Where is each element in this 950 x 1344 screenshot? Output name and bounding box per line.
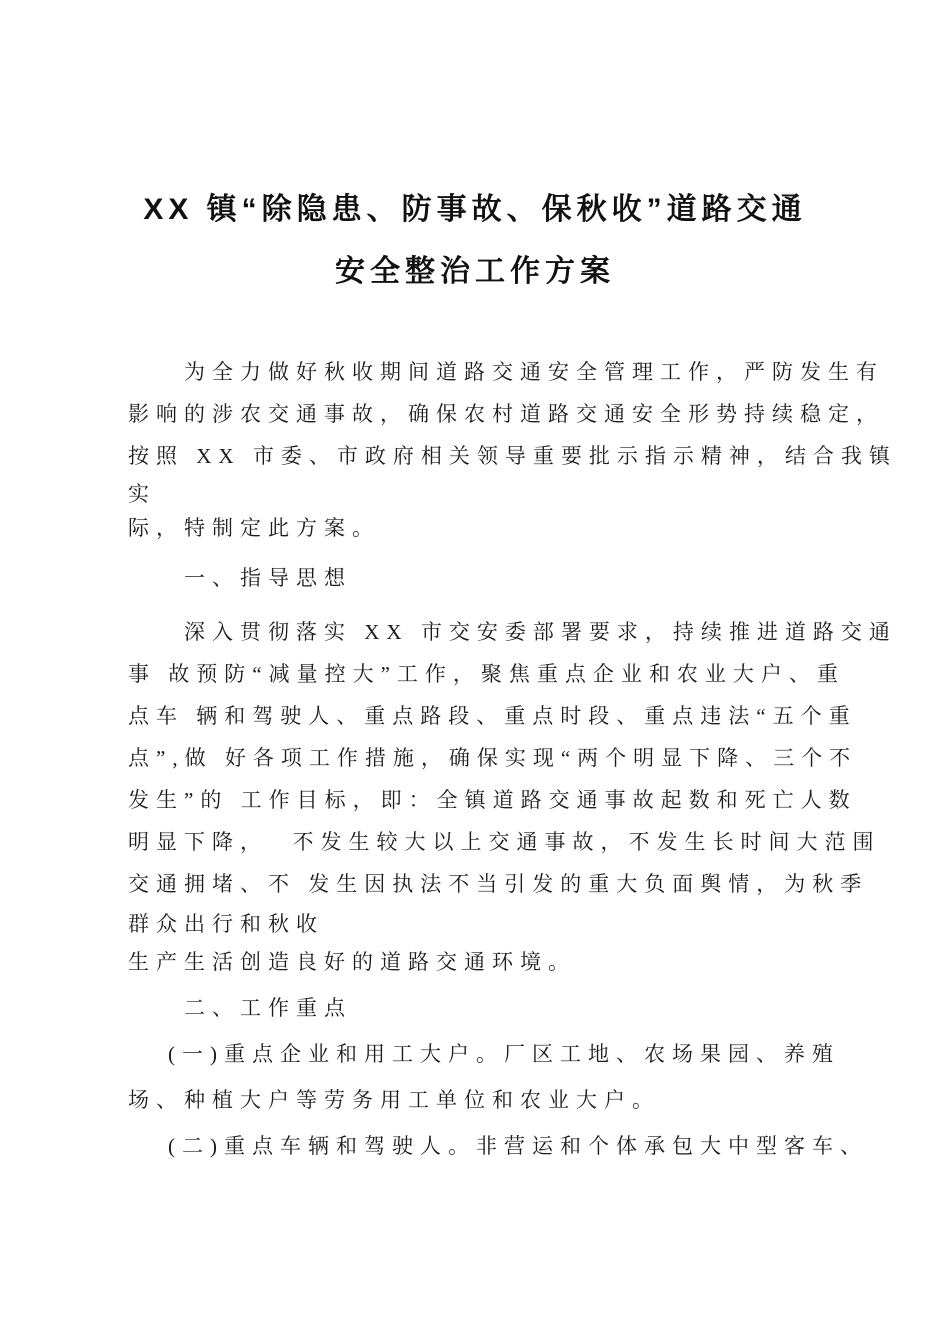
paragraph-line: 群众出行和秋收 <box>128 912 324 936</box>
paragraph-line: 为全力做好秋收期间道路交通安全管理工作，严防发生有 <box>184 360 884 384</box>
document-title <box>0 179 950 303</box>
intro-paragraph <box>128 351 897 545</box>
paragraph-line: 点”,做 好各项工作措施，确保实现“两个明显下降、三个不 <box>128 746 858 770</box>
paragraph-line: 交通拥堵、不 发生因执法不当引发的重大负面舆情，为秋季 <box>128 872 869 896</box>
section2-item2-paragraph <box>128 1123 890 1169</box>
section-heading-1: 一、指导思想 <box>184 566 352 590</box>
paragraph-line: 实 <box>128 482 156 506</box>
section1-paragraph <box>128 611 897 981</box>
title-line-2: 安全整治工作方案 <box>335 255 615 288</box>
paragraph-line: (二)重点车辆和驾驶人。非营运和个体承包大中型客车、 <box>168 1134 868 1158</box>
paragraph-line: 生产生活创造良好的道路交通环境。 <box>128 950 576 974</box>
paragraph-line: 深入贯彻落实 XX 市交安委部署要求，持续推进道路交通 <box>184 620 897 644</box>
paragraph-line: 明显下降， 不发生较大以上交通事故，不发生长时间大范围 <box>128 830 881 854</box>
paragraph-line: 事 故预防“减量控大”工作，聚焦重点企业和农业大户、重 <box>128 662 845 686</box>
paragraph-line: 影响的涉农交通事故，确保农村道路交通安全形势持续稳定， <box>128 402 884 426</box>
title-line-1: XX 镇“除隐患、防事故、保秋收”道路交通 <box>143 193 807 226</box>
paragraph-line: 场、种植大户等劳务用工单位和农业大户。 <box>128 1088 660 1112</box>
paragraph-line: (一)重点企业和用工大户。厂区工地、农场果园、养殖 <box>168 1042 840 1066</box>
paragraph-line: 发生”的 工作目标，即：全镇道路交通事故起数和死亡人数 <box>128 788 857 812</box>
paragraph-line: 际，特制定此方案。 <box>128 516 380 540</box>
paragraph-line: 点车 辆和驾驶人、重点路段、重点时段、重点违法“五个重 <box>128 704 857 728</box>
paragraph-line: 按照 XX 市委、市政府相关领导重要批示指示精神，结合我镇 <box>128 444 897 468</box>
section-heading-2: 二、工作重点 <box>184 996 352 1020</box>
section2-item1-paragraph <box>128 1031 890 1123</box>
